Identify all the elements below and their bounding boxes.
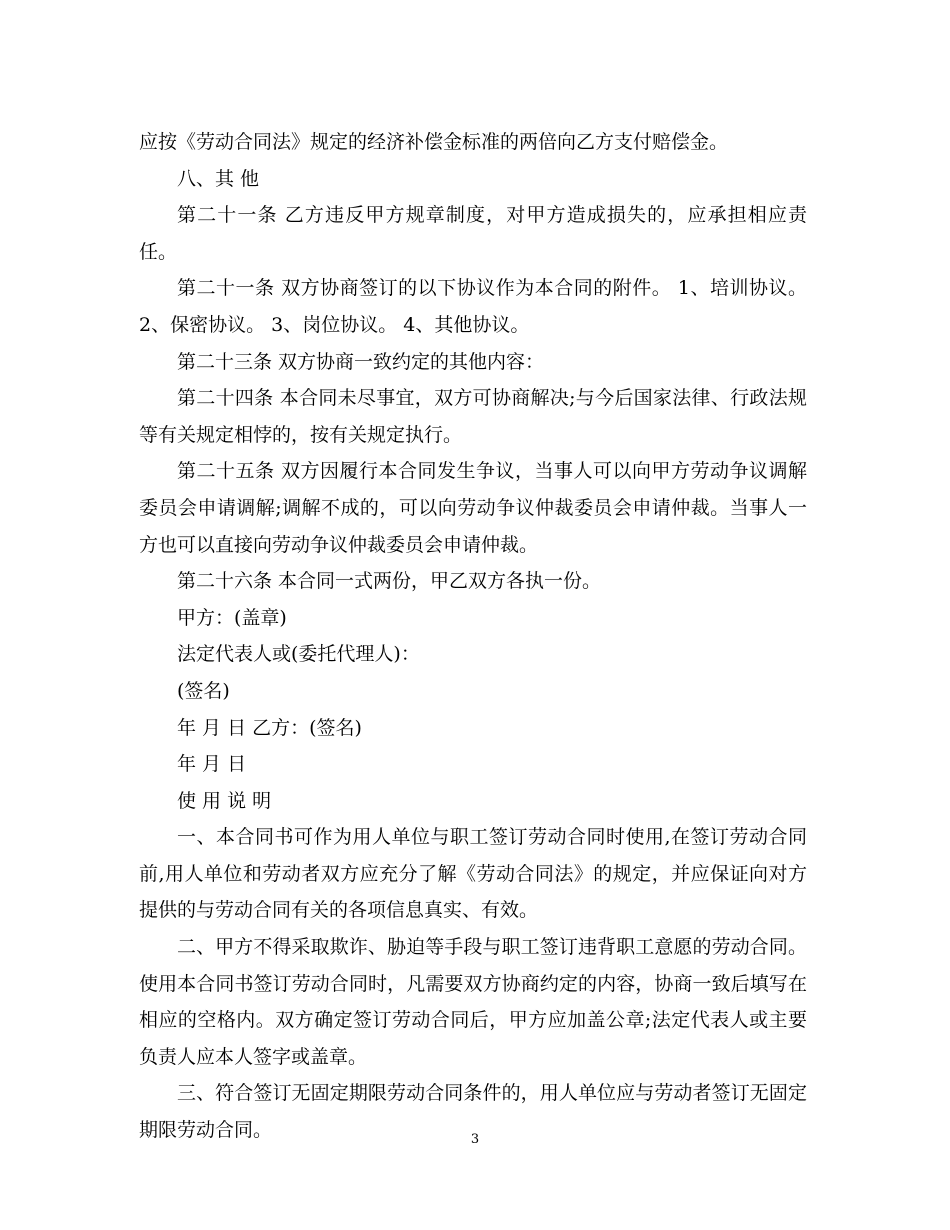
paragraph: 应按《劳动合同法》规定的经济补偿金标准的两倍向乙方支付赔偿金。	[139, 131, 729, 153]
paragraph: 第二十四条 本合同未尽事宜，双方可协商解决;与今后国家法律、行政法规等有关规定相悖的，按有关规定执行。	[139, 387, 807, 446]
paragraph: 第二十六条 本合同一式两份，甲乙双方各执一份。	[177, 570, 602, 593]
signature-line: 年 月 日 乙方：(签名)	[177, 716, 362, 739]
section-heading-other: 八、其 他	[177, 167, 260, 190]
signature-line: 年 月 日	[177, 753, 247, 776]
document-body	[139, 124, 807, 1149]
signature-line: 甲方：(盖章)	[177, 606, 287, 629]
paragraph: 第二十一条 乙方违反甲方规章制度，对甲方造成损失的，应承担相应责任。	[139, 204, 807, 263]
section-heading-usage: 使 用 说 明	[177, 789, 272, 812]
paragraph: 第二十三条 双方协商一致约定的其他内容：	[177, 350, 545, 373]
paragraph: 第二十五条 双方因履行本合同发生争议，当事人可以向甲方劳动争议调解委员会申请调解;调解不成的，可以向劳动争议仲裁委员会申请仲裁。当事人一方也可以直接向劳动争议仲裁委员会申请仲裁。	[139, 460, 807, 556]
paragraph: 三、符合签订无固定期限劳动合同条件的，用人单位应与劳动者签订无固定期限劳动合同。	[139, 1082, 807, 1142]
paragraph: 一、本合同书可作为用人单位与职工签订劳动合同时使用,在签订劳动合同前,用人单位和劳动者双方应充分了解《劳动合同法》的规定，并应保证向对方提供的与劳动合同有关的各项信息真实、有效。	[139, 826, 807, 922]
paragraph: 二、甲方不得采取欺诈、胁迫等手段与职工签订违背职工意愿的劳动合同。使用本合同书签订劳动合同时，凡需要双方协商约定的内容，协商一致后填写在相应的空格内。双方确定签订劳动合同后，甲方应加盖公章;法定代表人或主要负责人应本人签字或盖章。	[139, 936, 807, 1068]
page-number: 3	[470, 1132, 480, 1147]
paragraph: 第二十一条 双方协商签订的以下协议作为本合同的附件。 1、培训协议。 2、保密协议。 3、岗位协议。 4、其他协议。	[139, 277, 807, 336]
signature-line: 法定代表人或(委托代理人)：	[177, 643, 420, 666]
signature-line: (签名)	[177, 679, 230, 702]
